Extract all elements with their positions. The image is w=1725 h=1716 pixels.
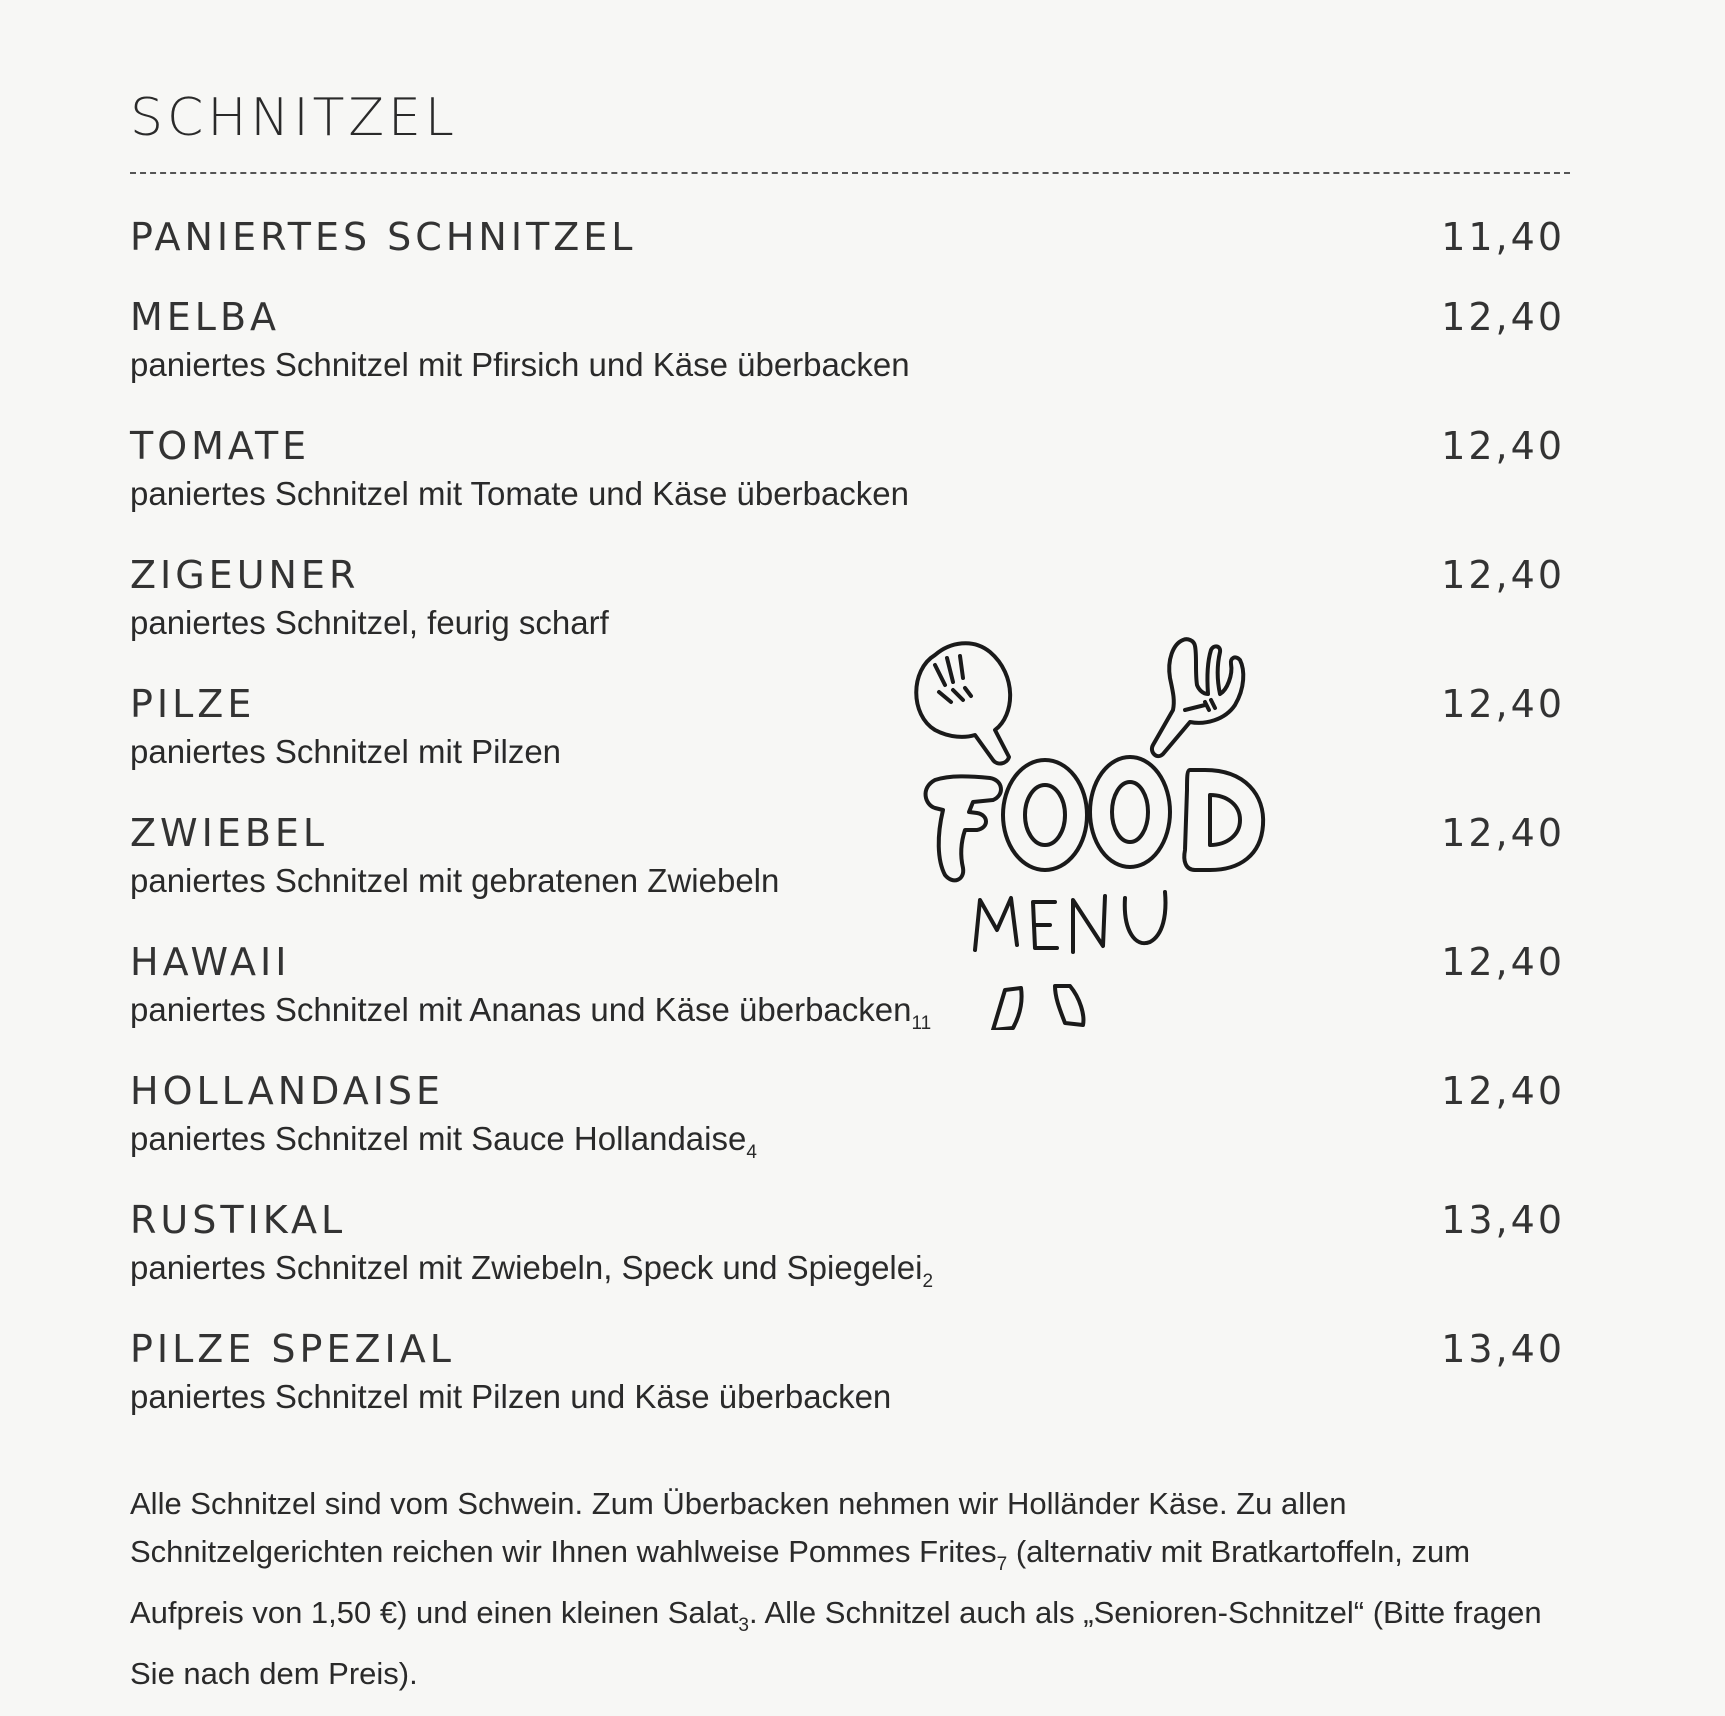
menu-item-price: 12,40 [1441,424,1565,468]
footnote-allergen-note: 7 [996,1554,1008,1575]
footnote-text-1: Alle Schnitzel sind vom Schwein. Zum Überbacken nehmen wir Holländer Käse. Zu allen Schnitzelgerichten reichen wir Ihnen wahlweise Pommes Frites [130,1486,1347,1569]
menu-item-description-text: paniertes Schnitzel mit Zwiebeln, Speck und Spiegelei [130,1249,923,1286]
spoon-icon [916,643,1010,763]
menu-item-description [130,603,609,643]
menu-item-name: RUSTIKAL [130,1198,347,1242]
logo-menu-text [975,898,1017,950]
menu-item-price: 12,40 [1441,682,1565,726]
menu-item [130,811,1565,940]
menu-item-name: PANIERTES SCHNITZEL [130,215,637,259]
menu-item [130,424,1565,553]
menu-item [130,215,1565,295]
menu-item-description-text: paniertes Schnitzel mit Tomate und Käse überbacken [130,475,910,512]
menu-item-price: 12,40 [1441,553,1565,597]
food-menu-logo-icon [905,630,1295,1030]
section-title: SCHNITZEL [130,88,458,148]
menu-item-price: 12,40 [1441,940,1565,984]
footnote-text-3: . Alle Schnitzel auch als „Senioren-Schnitzel“ (Bitte fragen Sie nach dem Preis). [130,1595,1542,1691]
menu-item [130,1198,1565,1327]
menu-item [130,940,1565,1069]
logo-letter-f [926,776,1001,880]
menu-item-name: PILZE SPEZIAL [130,1327,455,1371]
menu-item [130,1069,1565,1198]
menu-item-description-text: paniertes Schnitzel mit Pilzen [130,733,562,770]
menu-item [130,682,1565,811]
menu-item-name: PILZE [130,682,256,726]
allergen-note: 4 [746,1142,757,1163]
menu-footnote [130,1480,1570,1698]
menu-item-description [130,732,561,772]
menu-item-price: 13,40 [1441,1198,1565,1242]
menu-item-description [130,1119,757,1173]
menu-item-description [130,1248,933,1302]
menu-item-description [130,345,910,385]
logo-letter-o [1090,757,1170,867]
menu-item-price: 11,40 [1441,215,1565,259]
allergen-note: 11 [911,1013,932,1034]
footnote-allergen-note: 3 [738,1615,749,1636]
menu-item-description [130,474,909,514]
menu-item [130,553,1565,682]
menu-item-description-text: paniertes Schnitzel mit Ananas und Käse überbacken [130,991,912,1028]
logo-letter-o [1003,760,1087,870]
menu-item-price: 13,40 [1441,1327,1565,1371]
menu-item-name: TOMATE [130,424,311,468]
menu-item-name: HAWAII [130,940,291,984]
logo-letter-d [1184,770,1263,870]
menu-item-name: MELBA [130,295,281,339]
fork-icon [1152,639,1243,756]
menu-item-description [130,861,779,901]
menu-item-name: HOLLANDAISE [130,1069,445,1113]
menu-item-list [130,215,1565,1456]
footnote-text-2: (alternativ mit Bratkartoffeln, zum Aufpreis von 1,50 €) und einen kleinen Salat [130,1534,1471,1630]
menu-item-description-text: paniertes Schnitzel, feurig scharf [130,604,609,641]
logo-feet [993,988,1022,1030]
menu-item-name: ZWIEBEL [130,811,329,855]
menu-item-description [130,1377,891,1417]
menu-item-description-text: paniertes Schnitzel mit gebratenen Zwiebeln [130,862,780,899]
dashed-divider [130,172,1570,174]
menu-item [130,295,1565,424]
menu-item [130,1327,1565,1456]
allergen-note: 2 [922,1271,934,1292]
menu-item-description-text: paniertes Schnitzel mit Pilzen und Käse überbacken [130,1378,892,1415]
menu-item-description [130,990,931,1044]
menu-item-name: ZIGEUNER [130,553,360,597]
menu-item-description-text: paniertes Schnitzel mit Pfirsich und Käse überbacken [130,346,910,383]
menu-item-description-text: paniertes Schnitzel mit Sauce Hollandaise [130,1120,747,1157]
menu-item-price: 12,40 [1441,811,1565,855]
menu-item-price: 12,40 [1441,295,1565,339]
menu-item-price: 12,40 [1441,1069,1565,1113]
